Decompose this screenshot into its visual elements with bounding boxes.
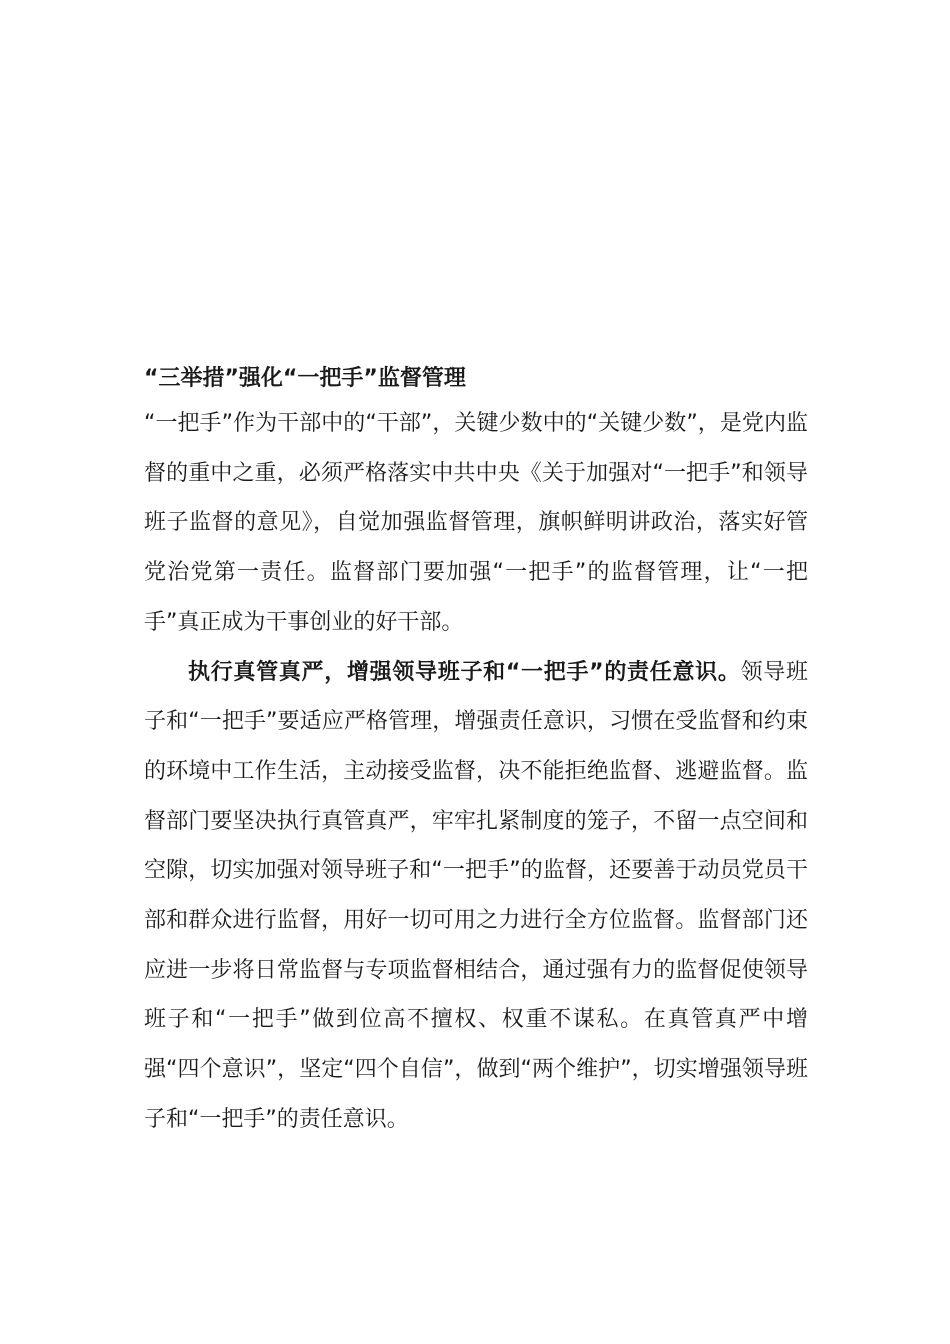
document-title: “三举措”强化“一把手”监督管理: [144, 366, 466, 391]
document-body: [144, 360, 808, 1145]
section-paragraph: [144, 648, 808, 1145]
section-paragraph-text: 领导班子和“一把手”要适应严格管理，增强责任意识，习惯在受监督和约束的环境中工作生活，主动接受监督，决不能拒绝监督、逃避监督。监督部门要坚决执行真管真严，牢牢扎紧制度的笼子，不留一点空间和空隙，切实加强对领导班子和“一把手”的监督，还要善于动员党员干部和群众进行监督，用好一切可用之力进行全方位监督。监督部门还应进一步将日常监督与专项监督相结合，通过强有力的监督促使领导班子和“一把手”做到位高不擅权、权重不谋私。在真管真严中增强“四个意识”，坚定“四个自信”，做到“两个维护”，切实增强领导班子和“一把手”的责任意识。: [144, 659, 808, 1132]
section-lead-heading: 执行真管真严，增强领导班子和“一把手”的责任意识。: [188, 659, 741, 685]
intro-paragraph-text: “一把手”作为干部中的“干部”，关键少数中的“关键少数”，是党内监督的重中之重，必须严格落实中共中央《关于加强对“一把手”和领导班子监督的意见》，自觉加强监督管理，旗帜鲜明讲政治，落实好管党治党第一责任。监督部门要加强“一把手”的监督管理，让“一把手”真正成为干事创业的好干部。: [144, 411, 808, 635]
intro-paragraph: [144, 399, 808, 648]
